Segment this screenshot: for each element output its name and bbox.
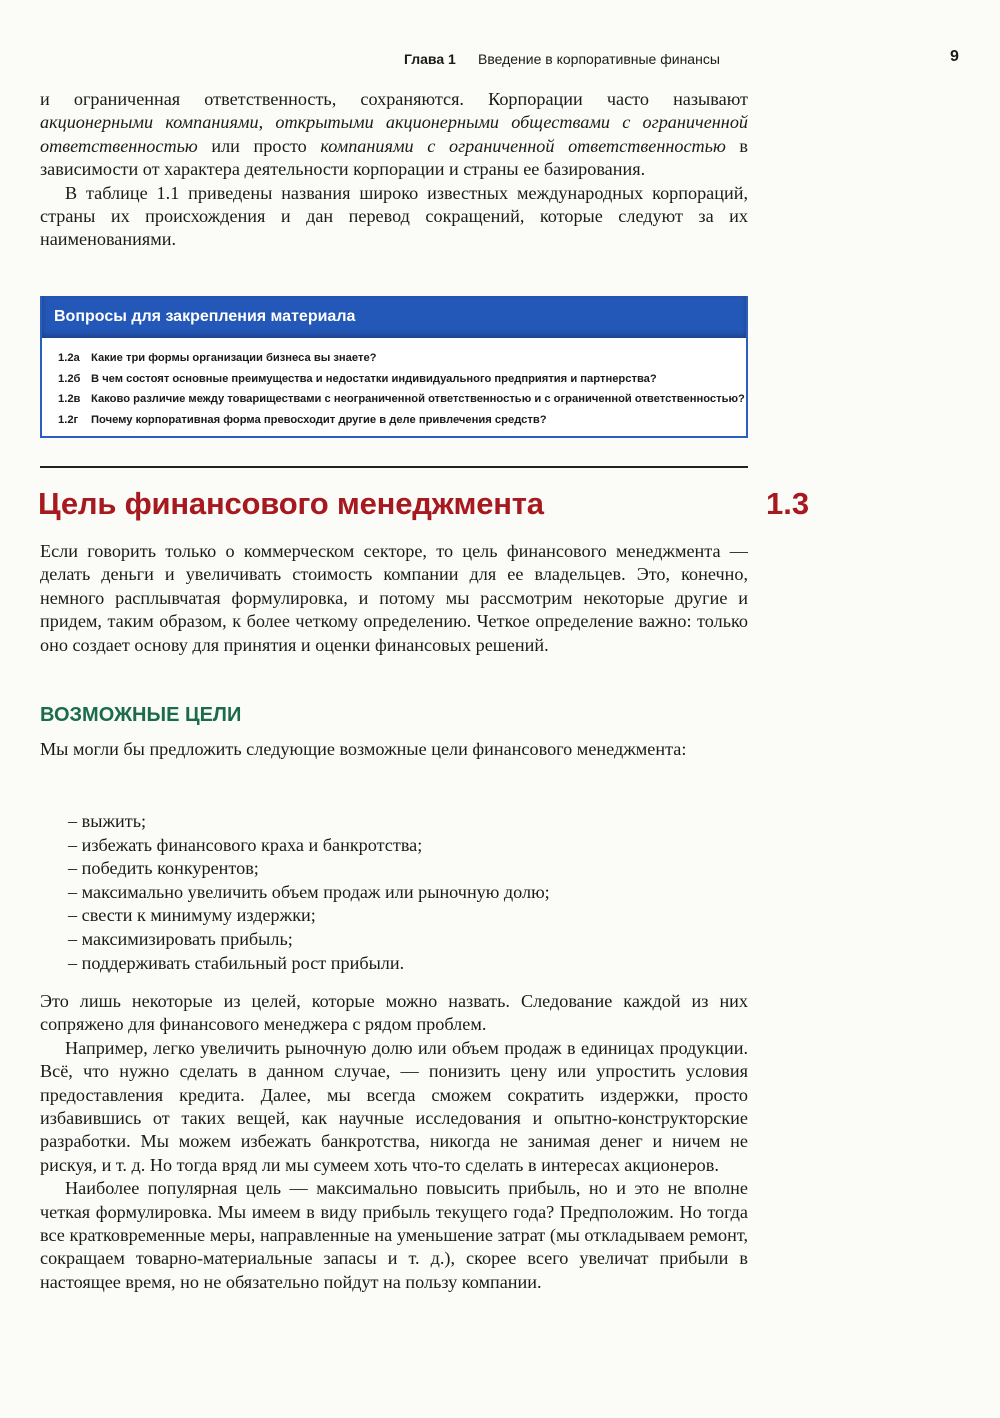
term-open-jsc: открытыми акционерными обществами с ограниченной ответственностью xyxy=(40,112,749,156)
section-divider xyxy=(40,466,748,468)
closing-text xyxy=(40,990,748,1294)
section-paragraph-1: Если говорить только о коммерческом секторе, то цель финансового менеджмента — делать деньги и увеличивать стоимость компании для ее владельцев. Это, конечно, немного расплывчатая формулировка, и потому мы рассмотрим некоторые другие и придем, таким образом, к более четкому определению. Четкое определение важно: только оно создает основу для принятия и оценки финансовых решений. xyxy=(40,541,748,655)
intro-p1-end: в зависимости от характера деятельности корпорации и страны ее базирования. xyxy=(40,135,748,180)
question-number: 1.2б xyxy=(58,372,81,385)
running-header xyxy=(0,48,1000,72)
term-joint-stock: акционерными компаниями xyxy=(40,112,259,133)
goal-item: – максимально увеличить объем продаж или рыночную долю; xyxy=(68,881,550,905)
intro-text xyxy=(40,88,748,252)
question-text: Каково различие между товариществами с неограниченной ответственностью и с ограниченной ответственностью? xyxy=(91,393,745,405)
subsection-lead xyxy=(40,738,748,761)
question-text: Какие три формы организации бизнеса вы знаете? xyxy=(91,352,377,364)
intro-p1-start: и ограниченная ответственность, сохраняются. Корпорации часто называют xyxy=(40,89,748,109)
question-item xyxy=(58,369,746,390)
review-questions-box xyxy=(40,296,748,438)
goals-after-paragraph: Это лишь некоторые из целей, которые можно назвать. Следование каждой из них сопряжено для финансового менеджера с рядом проблем. xyxy=(40,991,748,1035)
goals-lead-paragraph: Мы могли бы предложить следующие возможные цели финансового менеджмента: xyxy=(40,739,687,759)
intro-paragraph-1 xyxy=(40,88,748,182)
goal-item: – победить конкурентов; xyxy=(68,857,550,881)
example-paragraph: Например, легко увеличить рыночную долю или объем продаж в единицах продукции. Всё, что нужно сделать в данном случае, — понизить цену или упростить условия предоставления кредита. Далее, мы всегда сможем сократить издержки, просто избавившись от таких вещей, как научные исследования и опытно-конструкторские разработки. Мы можем избежать банкротства, никогда не занимая денег и ничем не рискуя, и т. д. Но тогда вряд ли мы сумеем хоть что-то сделать в интересах акционеров. xyxy=(40,1037,748,1175)
goal-item: – поддерживать стабильный рост прибыли. xyxy=(68,952,550,976)
intro-p1-mid: или просто xyxy=(197,135,321,156)
question-text: В чем состоят основные преимущества и недостатки индивидуального предприятия и партнерства? xyxy=(91,372,657,385)
popular-goal-paragraph: Наиболее популярная цель — максимально повысить прибыль, но и это не вполне четкая формулировка. Мы имеем в виду прибыль текущего года? Предположим. Но тогда все кратковременные меры, направленные на уменьшение затрат (мы откладываем ремонт, сокращаем товарно-материальные запасы и т. д.), скорее всего увеличат прибыли в настоящее время, но не обязательно пойдут на пользу компании. xyxy=(40,1178,748,1292)
subsection-title: ВОЗМОЖНЫЕ ЦЕЛИ xyxy=(40,704,242,726)
review-box-title: Вопросы для закрепления материала xyxy=(42,296,746,338)
goal-item: – свести к минимуму издержки; xyxy=(68,904,550,928)
question-number: 1.2в xyxy=(58,393,81,405)
term-llc: компаниями с ограниченной ответственностью xyxy=(320,135,726,156)
goal-item: – выжить; xyxy=(68,810,550,834)
question-item xyxy=(58,348,746,369)
chapter-label: Глава 1 xyxy=(404,51,456,67)
goal-item: – избежать финансового краха и банкротства; xyxy=(68,834,550,858)
question-text: Почему корпоративная форма превосходит другие в деле привлечения средств? xyxy=(91,413,547,426)
section-number: 1.3 xyxy=(766,486,810,521)
question-number: 1.2г xyxy=(58,413,79,426)
section-text xyxy=(40,540,748,657)
review-questions-list xyxy=(42,338,746,430)
question-number: 1.2а xyxy=(58,352,80,364)
intro-paragraph-2: В таблице 1.1 приведены названия широко известных международных корпораций, страны их происхождения и дан перевод сокращений, которые следуют за их наименованиями. xyxy=(40,182,748,250)
question-item xyxy=(58,410,746,431)
section-title: Цель финансового менеджмента xyxy=(38,486,544,521)
question-item xyxy=(58,389,746,410)
intro-p1-sep: , xyxy=(258,112,276,133)
goals-list xyxy=(68,810,550,975)
goal-item: – максимизировать прибыль; xyxy=(68,928,550,952)
chapter-title: Введение в корпоративные финансы xyxy=(478,51,720,67)
page-number: 9 xyxy=(950,48,959,65)
